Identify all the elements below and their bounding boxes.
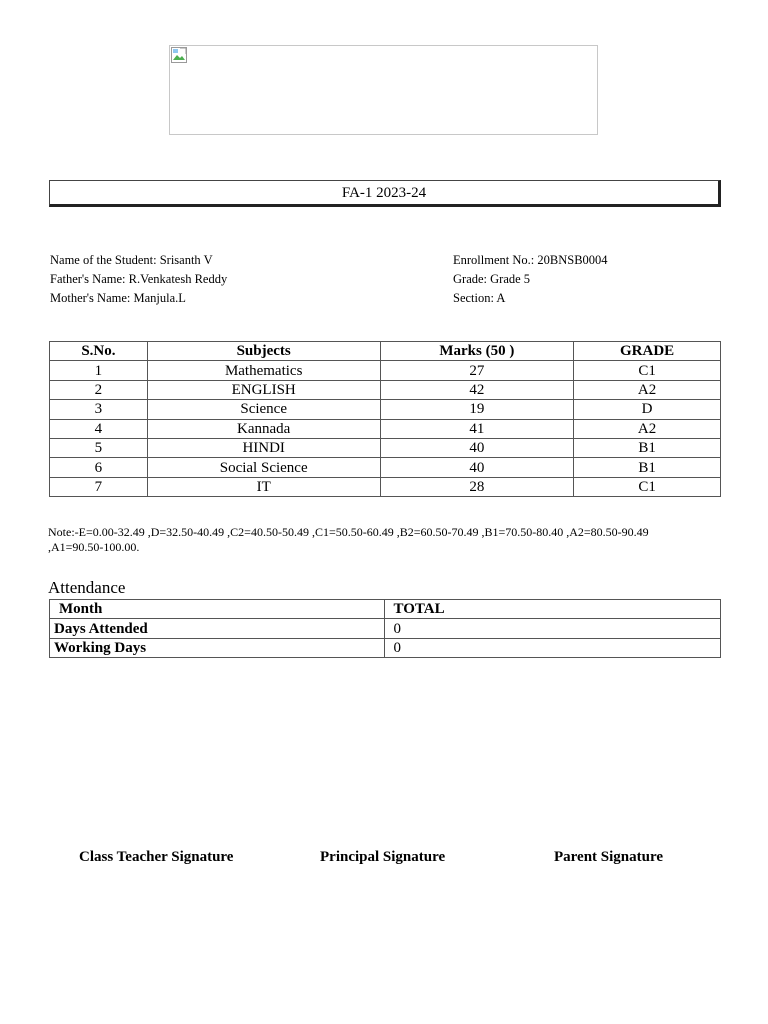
table-row: [50, 619, 721, 638]
cell-sno: 3: [50, 400, 148, 419]
attendance-title: Attendance: [48, 578, 126, 597]
cell-grade: D: [574, 400, 721, 419]
cell-subject: ENGLISH: [147, 380, 380, 399]
header-month: Month: [50, 600, 385, 619]
cell-marks: 40: [380, 458, 574, 477]
table-row: [50, 400, 721, 419]
info-label: Father's Name:: [50, 272, 126, 286]
grade-value: Grade 5: [490, 272, 531, 286]
header-grade: GRADE: [574, 342, 721, 361]
cell-marks: 41: [380, 419, 574, 438]
marks-table-header: [50, 342, 721, 361]
enrollment-number: 20BNSB0004: [537, 253, 608, 267]
row-label-working-days: Working Days: [50, 638, 385, 657]
cell-grade: C1: [574, 477, 721, 496]
info-label: Mother's Name:: [50, 291, 131, 305]
cell-marks: 28: [380, 477, 574, 496]
cell-marks: 27: [380, 361, 574, 380]
enrollment-row: [453, 251, 608, 270]
mother-name: Manjula.L: [133, 291, 186, 305]
cell-sno: 6: [50, 458, 148, 477]
school-logo-image: [169, 45, 598, 135]
marks-table: [49, 341, 721, 497]
mother-name-row: [50, 289, 227, 308]
attendance-table: [49, 599, 721, 658]
cell-grade: B1: [574, 458, 721, 477]
student-name-row: [50, 251, 227, 270]
header-subjects: Subjects: [147, 342, 380, 361]
class-teacher-signature-label: Class Teacher Signature: [79, 849, 234, 865]
working-days-total: 0: [384, 638, 721, 657]
table-row: [50, 419, 721, 438]
table-row: [50, 361, 721, 380]
cell-subject: Mathematics: [147, 361, 380, 380]
section-value: A: [496, 291, 506, 305]
table-row: [50, 438, 721, 457]
table-row: [50, 638, 721, 657]
cell-sno: 4: [50, 419, 148, 438]
info-label: Section:: [453, 291, 494, 305]
days-attended-total: 0: [384, 619, 721, 638]
info-label: Name of the Student:: [50, 253, 157, 267]
student-name: Srisanth V: [159, 253, 213, 267]
cell-sno: 7: [50, 477, 148, 496]
cell-sno: 5: [50, 438, 148, 457]
grade-row: [453, 270, 608, 289]
grading-note-line-2: ,A1=90.50-100.00.: [48, 540, 140, 554]
table-row: [50, 477, 721, 496]
cell-grade: A2: [574, 419, 721, 438]
student-info-right: [453, 251, 608, 308]
broken-image-icon: [171, 47, 187, 63]
cell-grade: C1: [574, 361, 721, 380]
section-row: [453, 289, 608, 308]
header-total: TOTAL: [384, 600, 721, 619]
principal-signature-label: Principal Signature: [320, 849, 446, 865]
table-row: [50, 458, 721, 477]
parent-signature-label: Parent Signature: [554, 849, 664, 865]
cell-subject: Social Science: [147, 458, 380, 477]
grading-note-line-1: Note:-E=0.00-32.49 ,D=32.50-40.49 ,C2=40.50-50.49 ,C1=50.50-60.49 ,B2=60.50-70.49 ,B1=70.50-80.40 ,A2=80.50-90.49: [48, 525, 649, 539]
table-row: [50, 380, 721, 399]
info-label: Enrollment No.:: [453, 253, 535, 267]
info-label: Grade:: [453, 272, 488, 286]
cell-marks: 19: [380, 400, 574, 419]
cell-subject: IT: [147, 477, 380, 496]
grading-note: [48, 525, 718, 555]
attendance-header-row: [50, 600, 721, 619]
cell-sno: 2: [50, 380, 148, 399]
cell-grade: A2: [574, 380, 721, 399]
cell-subject: Kannada: [147, 419, 380, 438]
cell-marks: 42: [380, 380, 574, 399]
cell-marks: 40: [380, 438, 574, 457]
header-sno: S.No.: [50, 342, 148, 361]
cell-subject: HINDI: [147, 438, 380, 457]
row-label-days-attended: Days Attended: [50, 619, 385, 638]
cell-grade: B1: [574, 438, 721, 457]
exam-title: FA-1 2023-24: [49, 180, 721, 207]
cell-subject: Science: [147, 400, 380, 419]
father-name-row: [50, 270, 227, 289]
header-marks: Marks (50 ): [380, 342, 574, 361]
student-info-left: [50, 251, 227, 308]
father-name: R.Venkatesh Reddy: [128, 272, 228, 286]
cell-sno: 1: [50, 361, 148, 380]
